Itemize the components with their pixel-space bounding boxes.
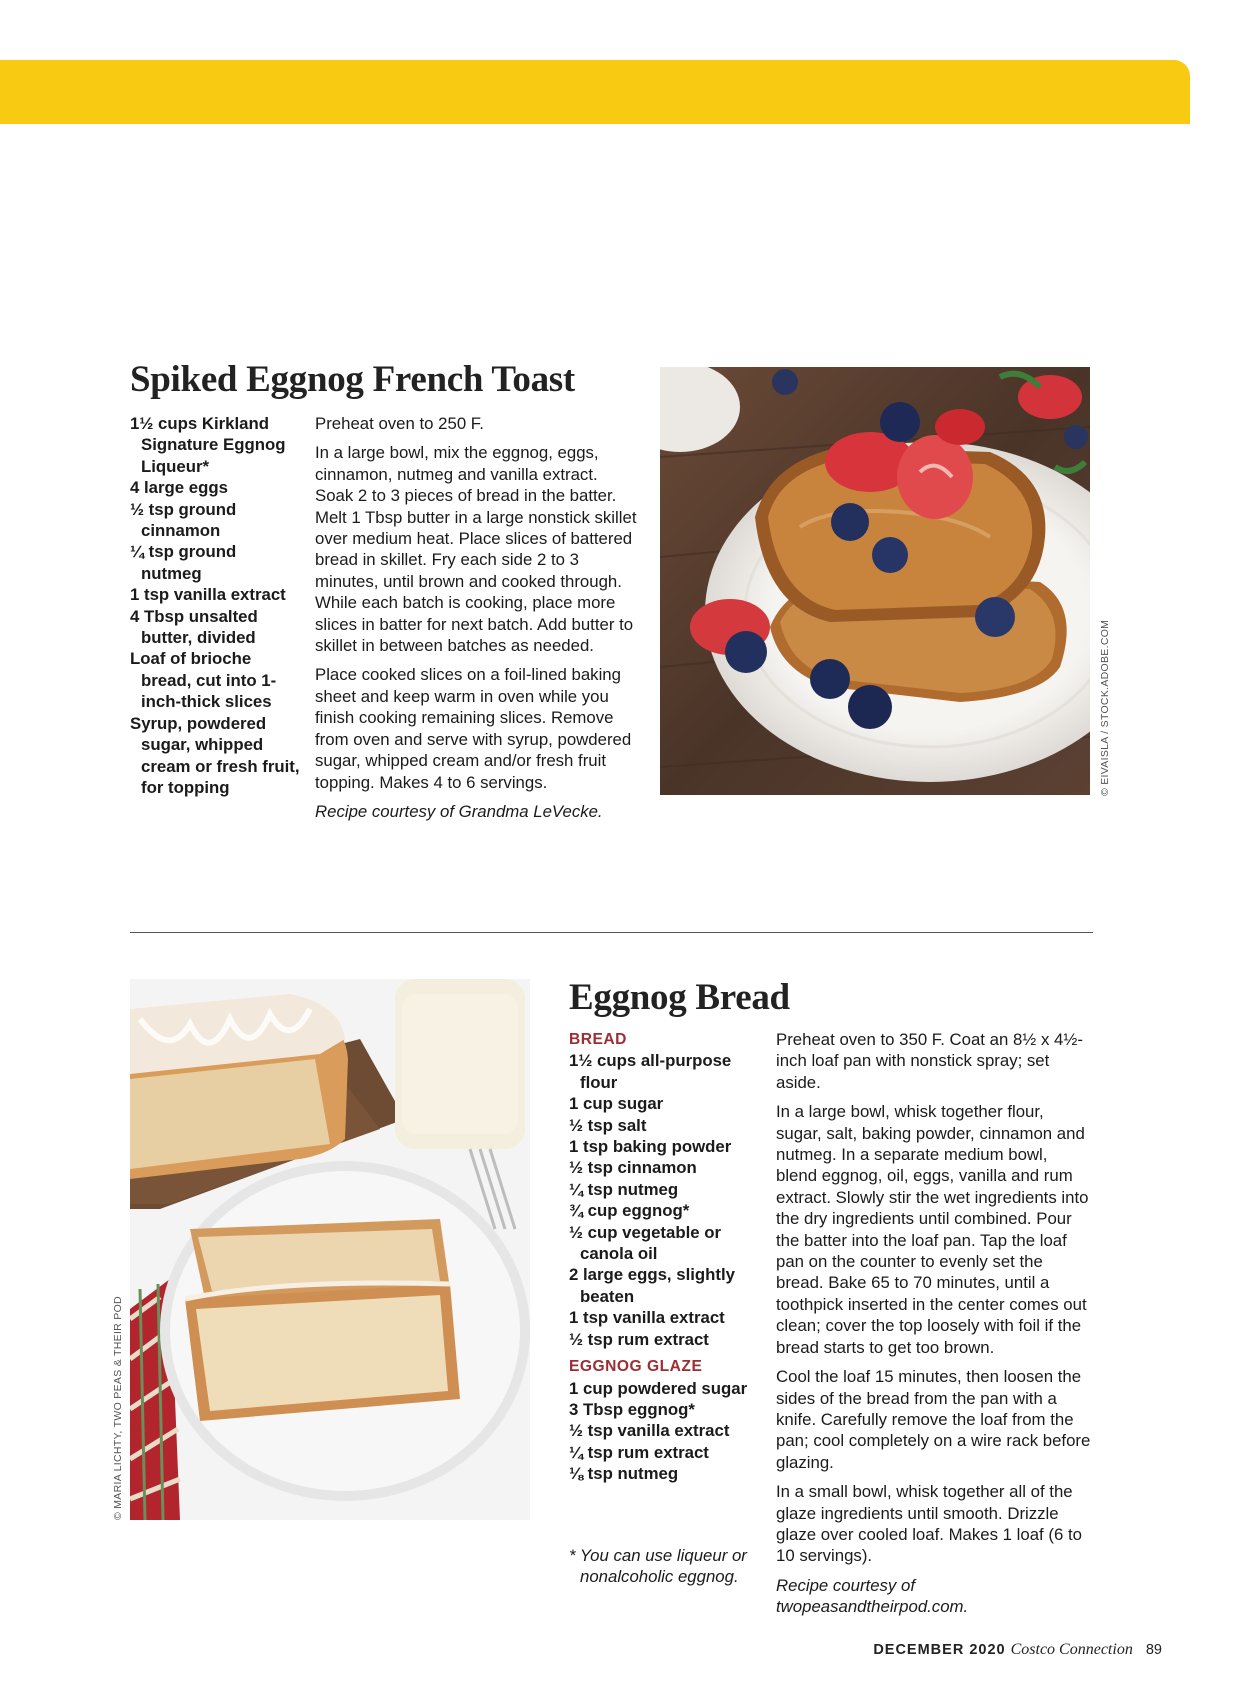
ingredient-item: ¾ cup eggnog* [569,1201,690,1221]
ingredient-item: ½ tsp vanilla extract [569,1421,730,1441]
french-toast-ingredients [130,413,300,798]
recipe-credit: Recipe courtesy of Grandma LeVecke. [315,801,603,821]
direction-paragraph: In a large bowl, mix the eggnog, eggs, cinnamon, nutmeg and vanilla extract. Soak 2 to 3 pieces of bread in the batter. Melt 1 Tbsp butter in a large nonstick skillet over medium heat. Place slices of battered bread in skillet. Fry each side 2 to 3 minutes, until brown and cooked through. While each batch is cooking, place more slices in batter for next batch. Add butter to skillet in between batches as needed. [315,443,637,656]
ingredient-item: 2 large eggs, slightly beaten [569,1265,736,1306]
ingredient-item: ¼ tsp nutmeg [569,1179,679,1199]
ingredient-item: ½ cup vegetable or canola oil [569,1222,722,1264]
ingredient-item: 1 tsp vanilla extract [130,585,286,605]
ingredient-item: 1 tsp vanilla extract [569,1308,725,1328]
recipe-title-eggnog-bread: Eggnog Bread [569,977,790,1018]
ingredient-item: Syrup, powdered sugar, whipped cream or fresh fruit, for topping [130,713,300,797]
footer-magazine-name: Costco Connection [1010,1641,1133,1658]
eggnog-bread-directions [776,1029,1092,1626]
ingredient-item: 1½ cups all-purpose flour [569,1051,732,1092]
recipe-credit: Recipe courtesy of twopeasandtheirpod.com. [776,1575,969,1617]
ingredient-item: 1 cup powdered sugar [569,1378,748,1398]
ingredient-item: 3 Tbsp eggnog* [569,1399,695,1419]
photo-credit-eggnog-bread: © MARIA LICHTY, TWO PEAS & THEIR POD [112,1296,124,1520]
ingredient-section-heading-glaze: EGGNOG GLAZE [569,1358,703,1376]
ingredient-item: 1 cup sugar [569,1094,664,1114]
direction-paragraph: Preheat oven to 350 F. Coat an 8½ x 4½-inch loaf pan with nonstick spray; set aside. [776,1030,1083,1092]
section-divider [130,932,1093,933]
footer-issue-date: DECEMBER 2020 [873,1642,1006,1658]
photo-credit-french-toast: © EIVAISLA / STOCK.ADOBE.COM [1099,619,1111,796]
direction-paragraph: Preheat oven to 250 F. [315,414,484,433]
direction-paragraph: Place cooked slices on a foil-lined baking sheet and keep warm in oven while you finish cooking remaining slices. Remove from oven and serve with syrup, powdered sugar, whipped cream and/or fresh fruit topping. Makes 4 to 6 servings. [315,665,632,792]
ingredient-item: 4 large eggs [130,478,228,498]
ingredient-item: ¼ tsp ground nutmeg [130,542,237,583]
ingredient-item: Loaf of brioche bread, cut into 1-inch-thick slices [130,649,277,712]
ingredient-item: ¼ tsp rum extract [569,1442,709,1462]
ingredient-item: 1 tsp baking powder [569,1137,732,1157]
ingredient-item: ½ tsp rum extract [569,1329,709,1349]
header-color-band [0,60,1190,124]
eggnog-bread-photo [130,979,530,1520]
direction-paragraph: In a small bowl, whisk together all of the glaze ingredients until smooth. Drizzle glaze over cooled loaf. Makes 1 loaf (6 to 10 servings). [776,1482,1082,1566]
page-footer [873,1641,1162,1659]
direction-paragraph: In a large bowl, whisk together flour, sugar, salt, baking powder, cinnamon and nutmeg. In a separate medium bowl, blend eggnog, oil, eggs, vanilla and rum extract. Slowly stir the wet ingredients into the dry ingredients until combined. Pour the batter into the loaf pan. Tap the loaf pan on the counter to evenly set the bread. Bake 65 to 70 minutes, until a toothpick inserted in the center comes out clean; cover the top loosely with foil if the bread starts to get too brown. [776,1102,1089,1357]
ingredient-item: 1½ cups Kirkland Signature Eggnog Liqueur* [130,414,286,476]
ingredient-item: 4 Tbsp unsalted butter, divided [130,606,258,648]
eggnog-bread-ingredients [569,1029,759,1485]
ingredient-section-heading-bread: BREAD [569,1031,627,1048]
recipe-title-french-toast: Spiked Eggnog French Toast [130,359,575,400]
eggnog-footnote: * You can use liqueur or nonalcoholic eggnog. [569,1546,747,1587]
footer-page-number: 89 [1145,1642,1162,1658]
ingredient-item: ⅛ tsp nutmeg [569,1464,679,1484]
french-toast-photo [660,367,1090,795]
ingredient-item: ½ tsp cinnamon [569,1158,697,1178]
direction-paragraph: Cool the loaf 15 minutes, then loosen the sides of the bread from the pan with a knife. Carefully remove the loaf from the pan; cool completely on a wire rack before glazing. [776,1367,1091,1472]
french-toast-directions [315,413,637,830]
ingredient-item: ½ tsp ground cinnamon [130,499,237,541]
ingredient-item: ½ tsp salt [569,1115,647,1135]
